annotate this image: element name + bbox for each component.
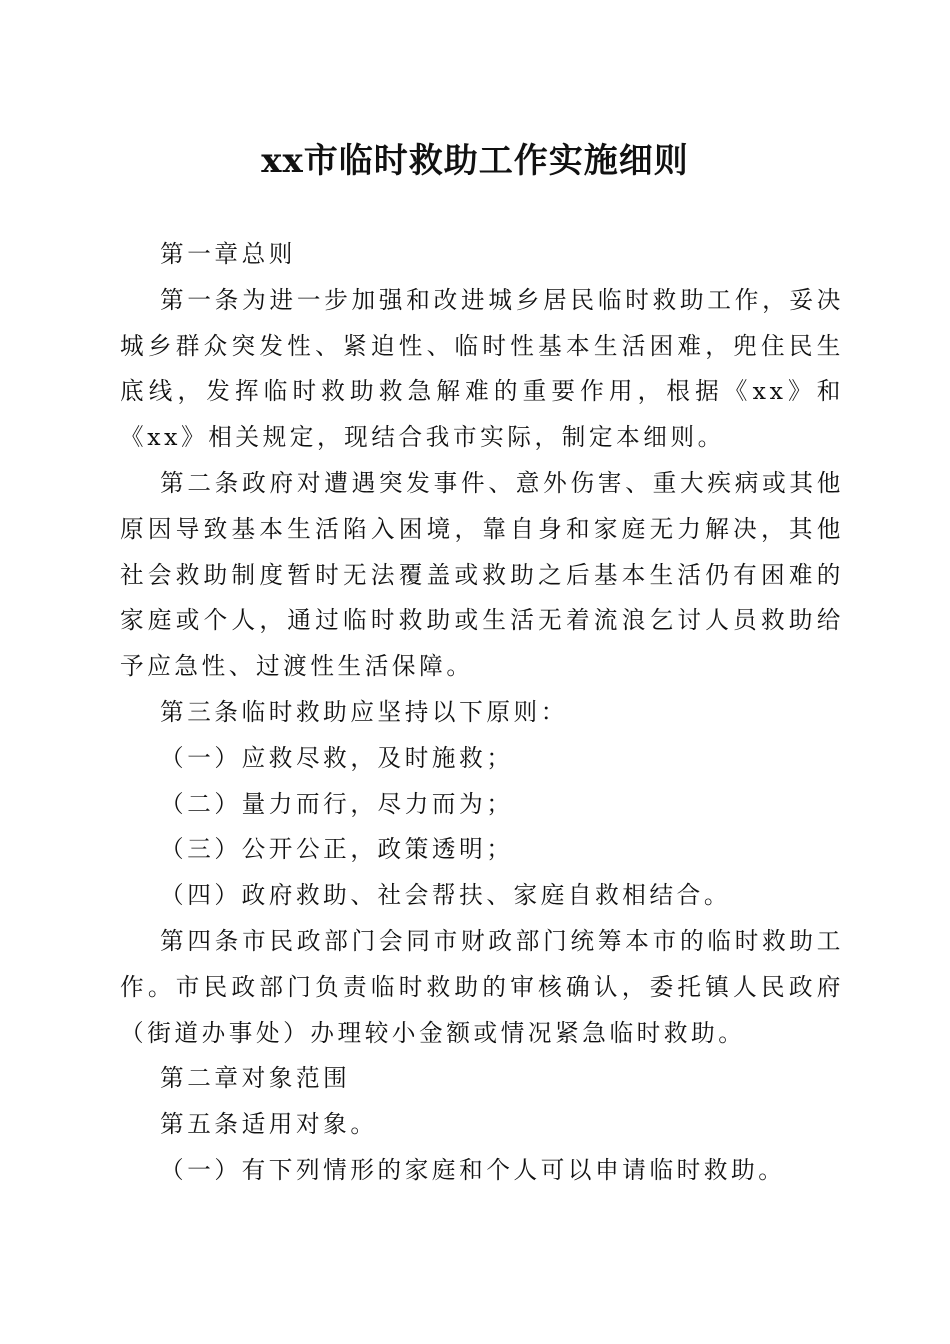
article-1: 第一条为进一步加强和改进城乡居民临时救助工作，妥决城乡群众突发性、紧迫性、临时性基本生活困难，兜住民生底线，发挥临时救助救急解难的重要作用，根据《xx》和《xx》相关规定，现结合我市实际，制定本细则。 (120, 285, 844, 452)
article-5: 第五条适用对象。 (160, 1110, 378, 1139)
document-title: xx市临时救助工作实施细则 (261, 141, 689, 181)
article-4: 第四条市民政部门会同市财政部门统筹本市的临时救助工作。市民政部门负责临时救助的审核确认，委托镇人民政府（街道办事处）办理较小金额或情况紧急临时救助。 (120, 926, 844, 1047)
principle-item-2: （二）量力而行，尽力而为； (160, 789, 514, 818)
document-body (120, 232, 844, 1194)
principle-item-1: （一）应救尽救，及时施救； (160, 743, 514, 772)
article-5-item-1: （一）有下列情形的家庭和个人可以申请临时救助。 (160, 1155, 786, 1184)
principle-item-4: （四）政府救助、社会帮扶、家庭自救相结合。 (160, 881, 732, 910)
principle-item-3: （三）公开公正，政策透明； (160, 835, 514, 864)
chapter-heading-2: 第二章对象范围 (160, 1064, 351, 1093)
chapter-heading-1: 第一章总则 (160, 240, 296, 268)
article-2: 第二条政府对遭遇突发事件、意外伤害、重大疾病或其他原因导致基本生活陷入困境，靠自身和家庭无力解决，其他社会救助制度暂时无法覆盖或救助之后基本生活仍有困难的家庭或个人，通过临时救助或生活无着流浪乞讨人员救助给予应急性、过渡性生活保障。 (120, 468, 844, 681)
article-3: 第三条临时救助应坚持以下原则： (160, 697, 568, 726)
